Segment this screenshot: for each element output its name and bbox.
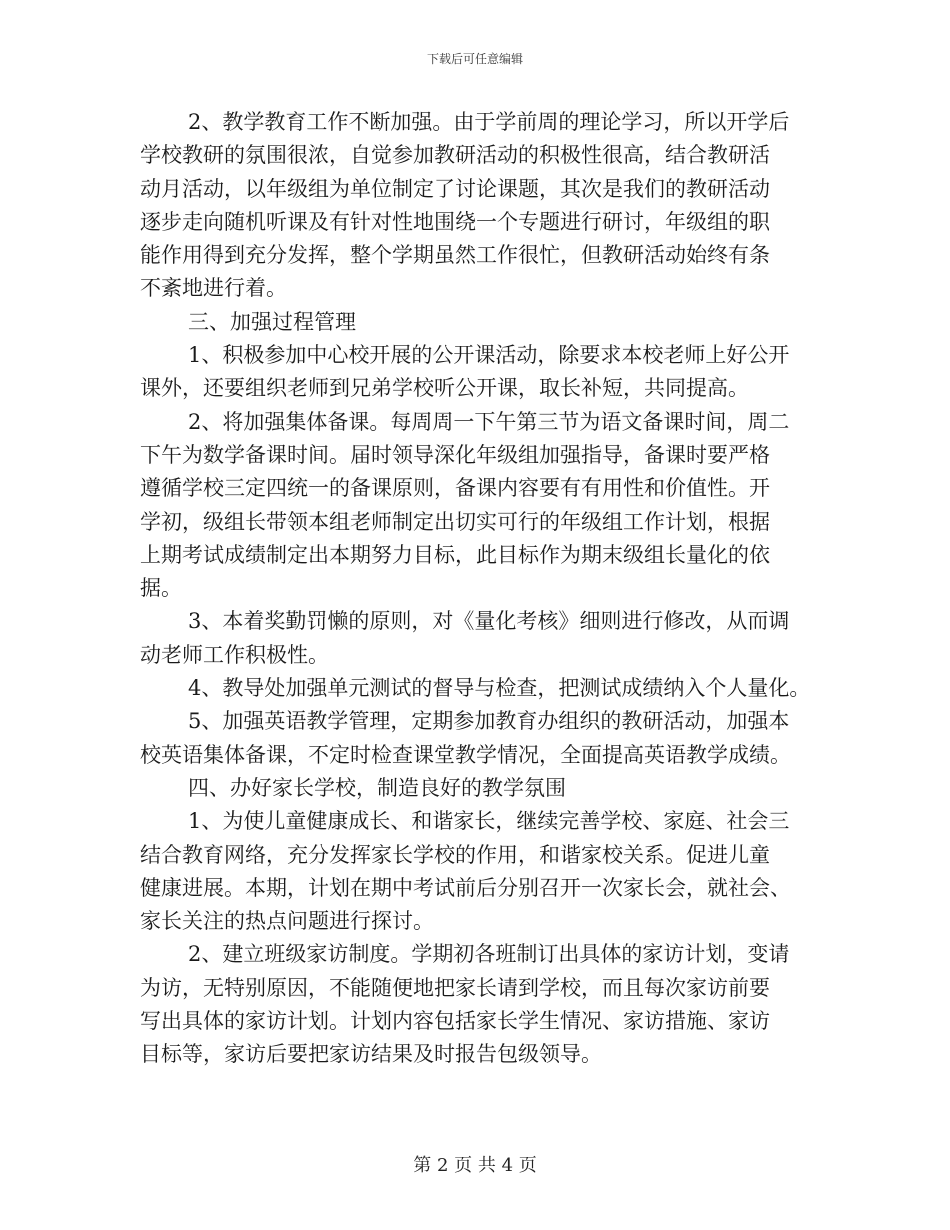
text-line: 动老师工作积极性。 <box>140 642 329 667</box>
text-line: 家长关注的热点问题进行探讨。 <box>140 909 434 934</box>
text-line: 上期考试成绩制定出本期努力目标，此目标作为期末级组长量化的依 <box>140 542 770 567</box>
text-line: 不紊地进行着。 <box>140 276 287 301</box>
text-line: 据。 <box>140 576 182 601</box>
text-line: 四、办好家长学校，制造良好的教学氛围 <box>188 775 566 800</box>
text-line: 2、建立班级家访制度。学期初各班制订出具体的家访计划，变请 <box>188 942 790 967</box>
text-line: 1、积极参加中心校开展的公开课活动，除要求本校老师上好公开 <box>188 343 790 368</box>
text-line: 目标等，家访后要把家访结果及时报告包级领导。 <box>140 1042 602 1067</box>
text-line: 2、教学教育工作不断加强。由于学前周的理论学习，所以开学后 <box>188 110 790 134</box>
text-line: 学校教研的氛围很浓，自觉参加教研活动的积极性很高，结合教研活 <box>140 143 770 168</box>
text-line: 课外，还要组织老师到兄弟学校听公开课，取长补短，共同提高。 <box>140 376 749 401</box>
text-line: 1、为使儿童健康成长、和谐家长，继续完善学校、家庭、社会三 <box>188 809 790 834</box>
text-line: 能作用得到充分发挥，整个学期虽然工作很忙，但教研活动始终有条 <box>140 243 770 268</box>
text-line: 2、将加强集体备课。每周周一下午第三节为语文备课时间，周二 <box>188 409 790 434</box>
text-line: 为访，无特别原因，不能随便地把家长请到学校，而且每次家访前要 <box>140 975 770 1000</box>
text-line: 结合教育网络，充分发挥家长学校的作用，和谐家校关系。促进儿童 <box>140 842 770 867</box>
text-line: 校英语集体备课，不定时检查课堂教学情况，全面提高英语教学成绩。 <box>140 742 791 767</box>
text-line: 三、加强过程管理 <box>188 309 356 334</box>
text-line: 3、本着奖勤罚懒的原则，对《量化考核》细则进行修改，从而调 <box>188 609 790 634</box>
text-line: 4、教导处加强单元测试的督导与检查，把测试成绩纳入个人量化。 <box>188 676 811 701</box>
text-line: 5、加强英语教学管理，定期参加教育办组织的教研活动，加强本 <box>188 709 790 734</box>
text-line: 下午为数学备课时间。届时领导深化年级组加强指导，备课时要严格 <box>140 442 770 467</box>
text-line: 健康进展。本期，计划在期中考试前后分别召开一次家长会，就社会、 <box>140 875 791 900</box>
page-number-footer: 第 2 页 共 4 页 <box>413 1155 537 1176</box>
text-line: 写出具体的家访计划。计划内容包括家长学生情况、家访措施、家访 <box>140 1009 770 1034</box>
text-line: 逐步走向随机听课及有针对性地围绕一个专题进行研讨，年级组的职 <box>140 209 770 234</box>
text-line: 动月活动，以年级组为单位制定了讨论课题，其次是我们的教研活动 <box>140 176 770 201</box>
document-body <box>140 106 830 1072</box>
text-line: 学初，级组长带领本组老师制定出切实可行的年级组工作计划，根据 <box>140 509 770 534</box>
text-line: 遵循学校三定四统一的备课原则，备课内容要有有用性和价值性。开 <box>140 476 770 501</box>
page-header-note: 下载后可任意编辑 <box>426 52 523 66</box>
